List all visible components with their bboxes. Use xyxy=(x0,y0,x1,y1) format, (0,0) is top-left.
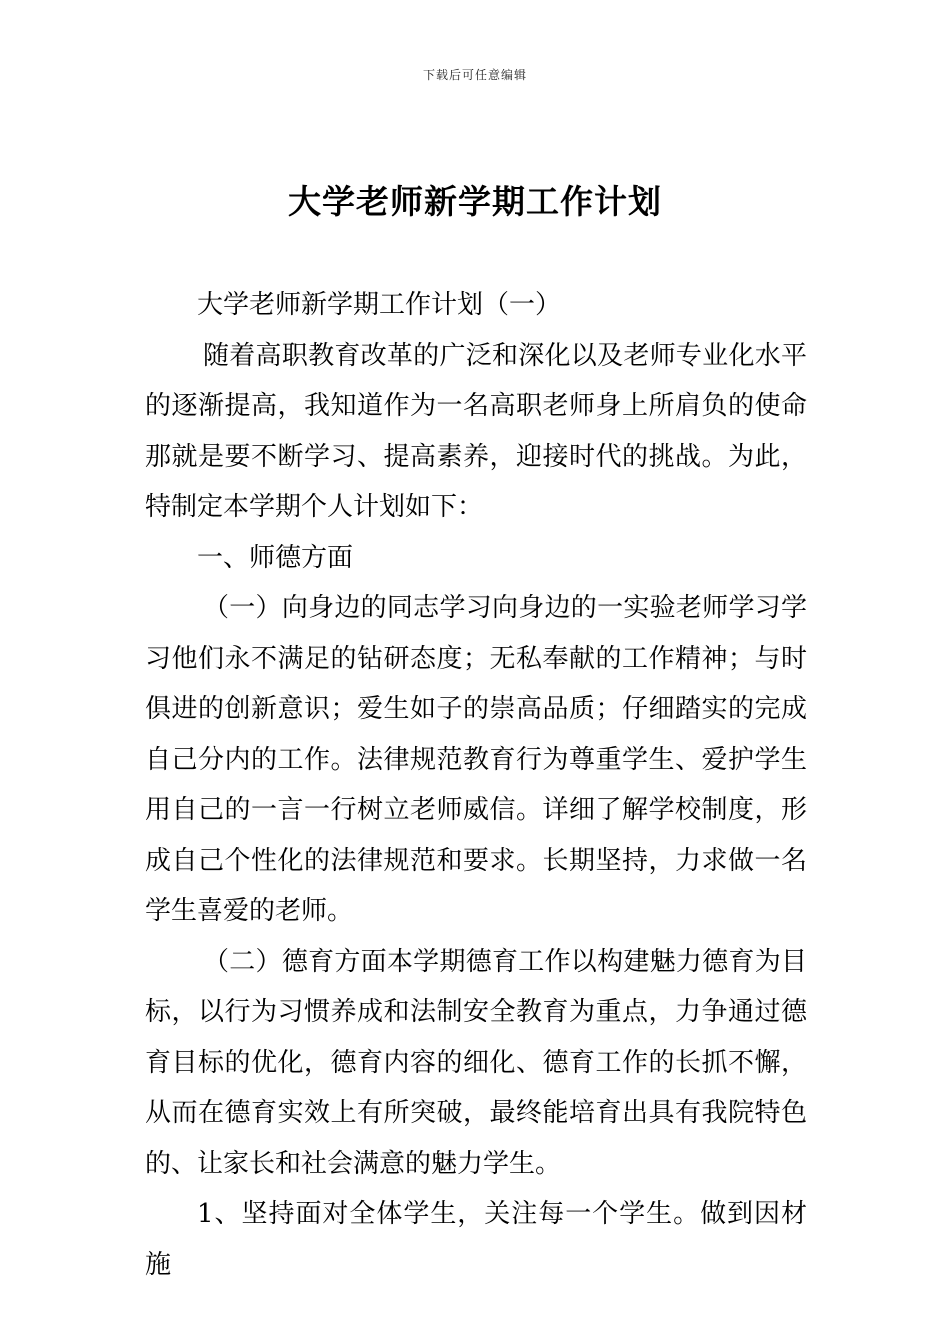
document-title: 大学老师新学期工作计划 xyxy=(288,182,662,221)
body-paragraph: 1、坚持面对全体学生，关注每一个学生。做到因材施 xyxy=(145,1199,807,1280)
body-paragraph: （二）德育方面本学期德育工作以构建魅力德育为目标，以行为习惯养成和法制安全教育为重点，力争通过德育目标的优化，德育内容的细化、德育工作的长抓不懈，从而在德育实效上有所突破，最终能培育出具有我院特色的、让家长和社会满意的魅力学生。 xyxy=(145,946,807,1179)
subtitle-paragraph: 大学老师新学期工作计划（一） xyxy=(197,290,562,320)
body-paragraph: （一）向身边的同志学习向身边的一实验老师学习学习他们永不满足的钻研态度；无私奉献的工作精神；与时俱进的创新意识；爱生如子的崇高品质；仔细踏实的完成自己分内的工作。法律规范教育行为尊重学生、爱护学生用自己的一言一行树立老师威信。详细了解学校制度，形成自己个性化的法律规范和要求。长期坚持，力求做一名学生喜爱的老师。 xyxy=(145,593,807,926)
header-note: 下载后可任意编辑 xyxy=(422,68,527,82)
section-heading: 一、师德方面 xyxy=(197,542,354,573)
document-body xyxy=(145,280,807,1290)
intro-paragraph: 随着高职教育改革的广泛和深化以及老师专业化水平的逐渐提高，我知道作为一名高职老师身上所肩负的使命那就是要不断学习、提高素养，迎接时代的挑战。为此，特制定本学期个人计划如下： xyxy=(145,340,807,522)
